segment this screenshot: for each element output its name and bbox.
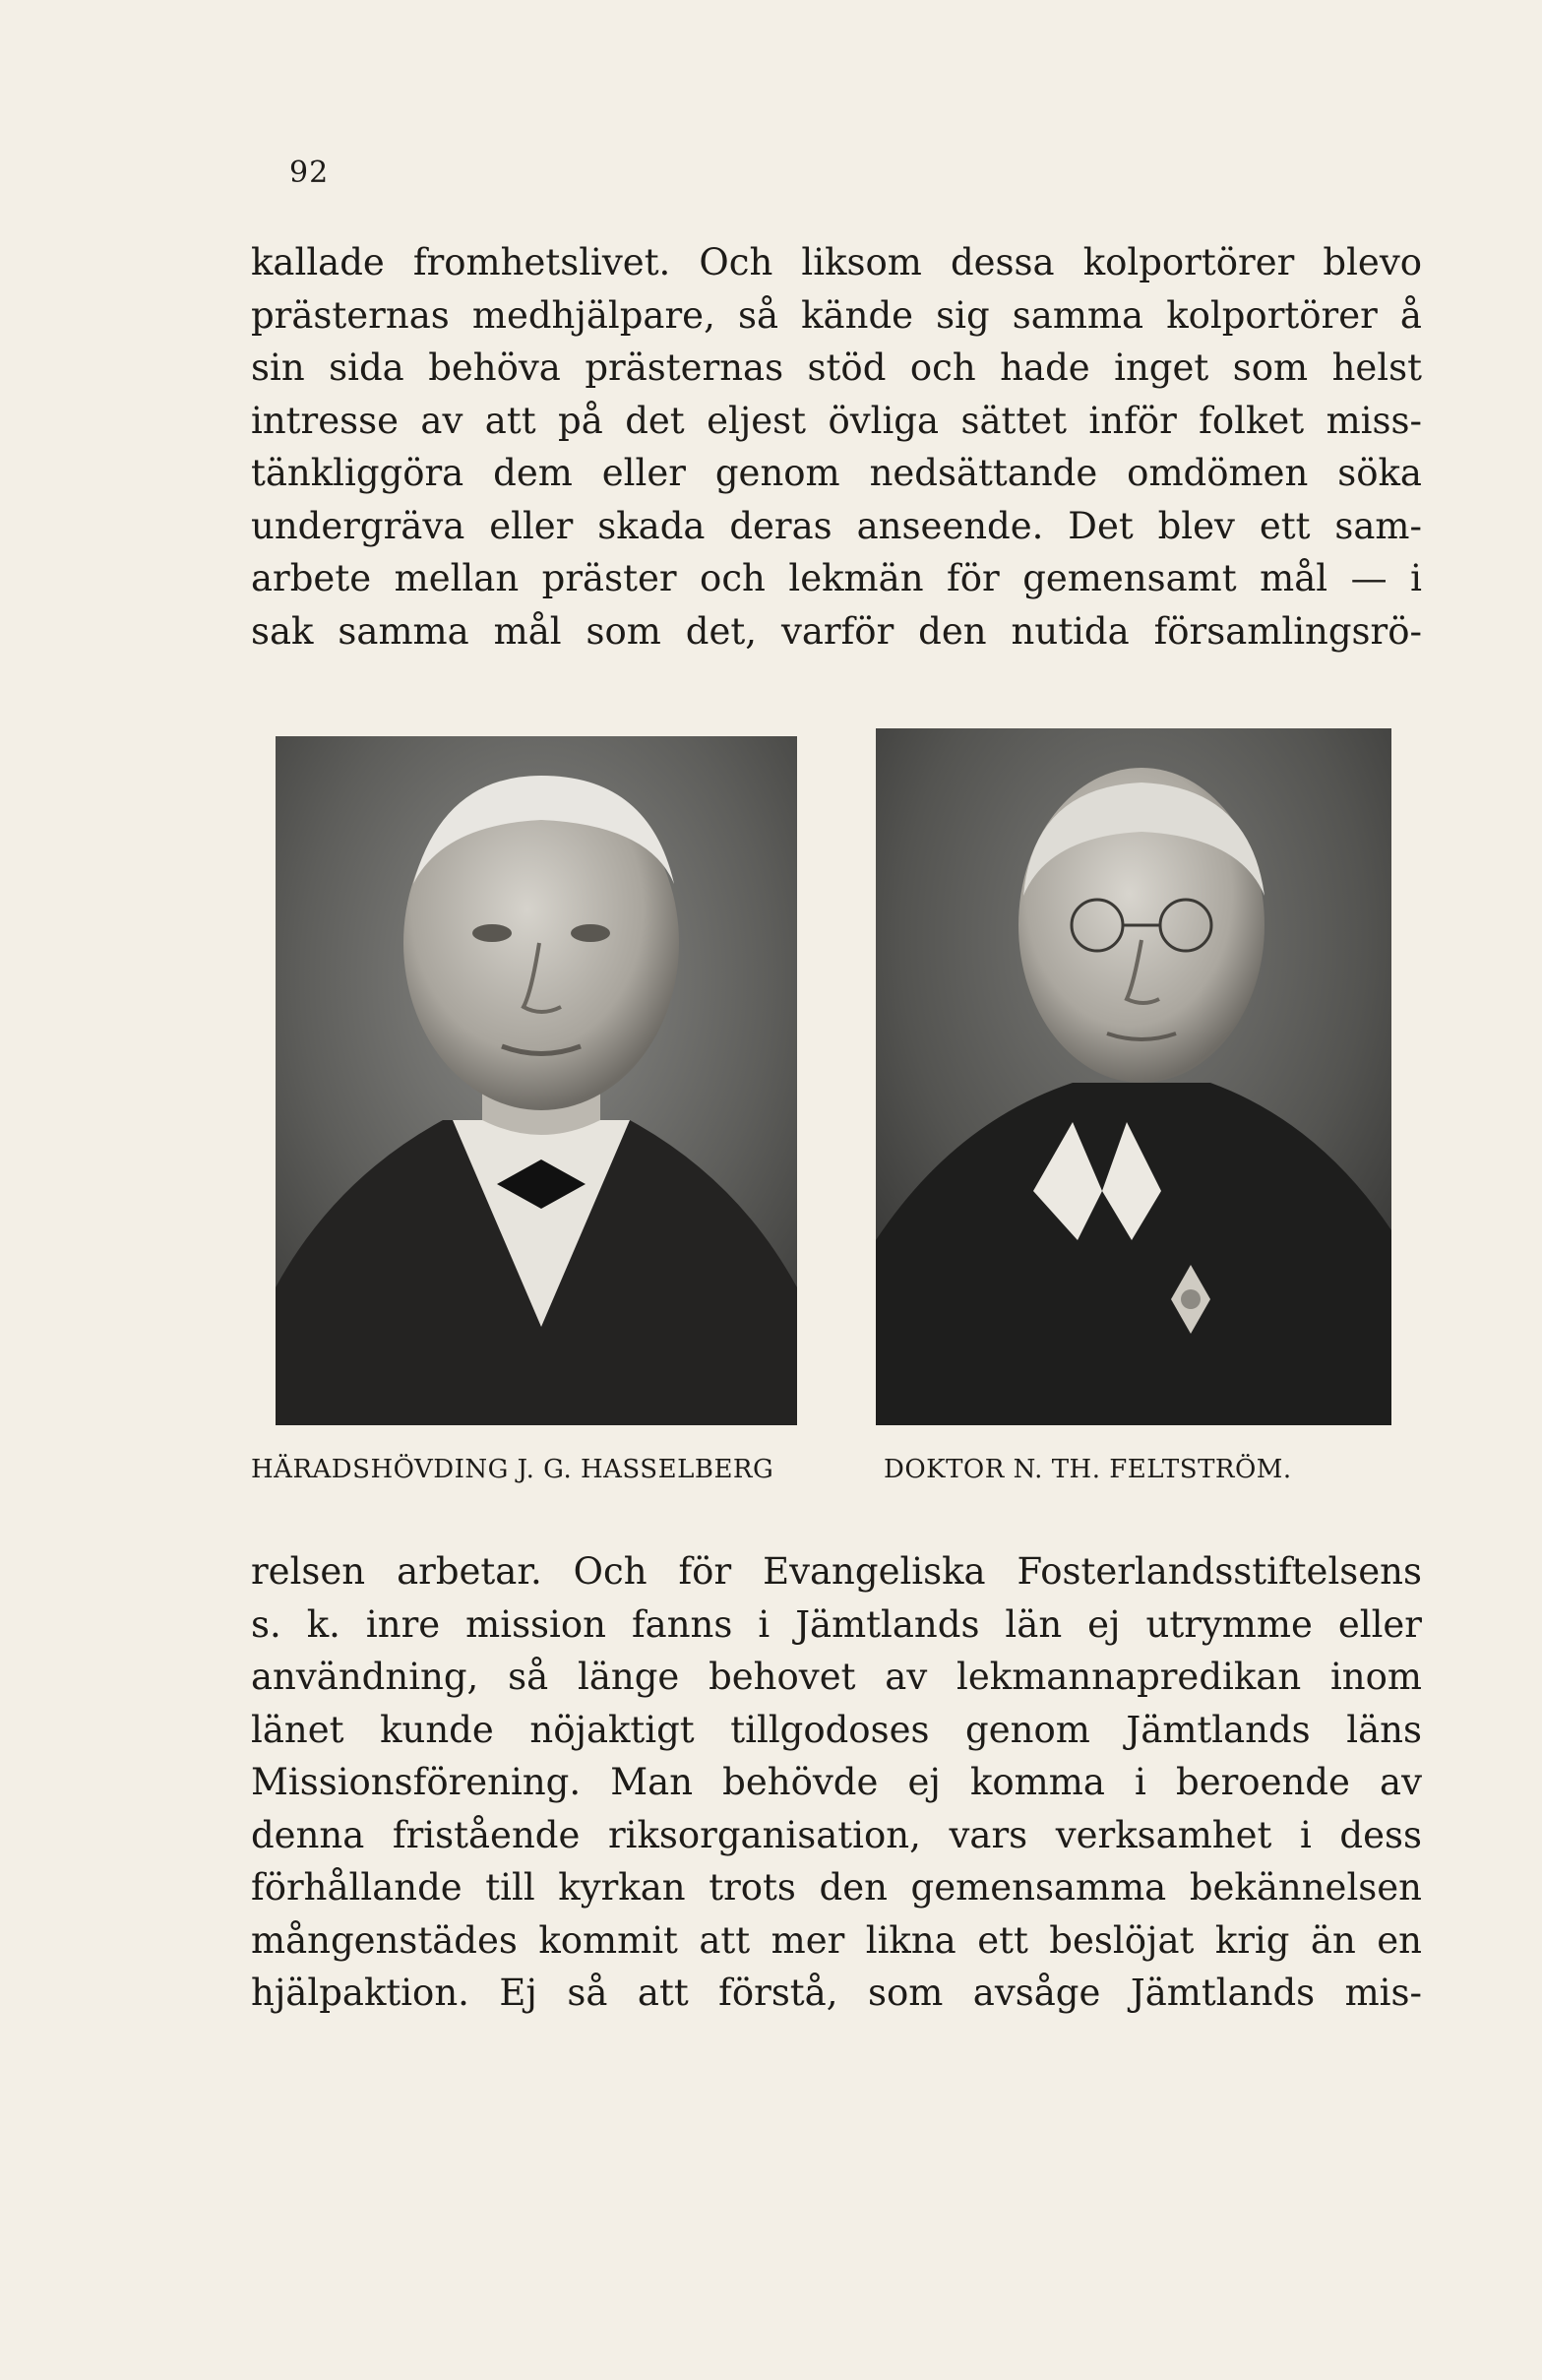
text-line: förhållande till kyrkan trots den gemensamma bekännelsen: [251, 1866, 1422, 1909]
portrait-image: [276, 736, 797, 1425]
text-line: sin sida behöva prästernas stöd och hade inget som helst: [251, 346, 1422, 389]
body-text-bottom: [251, 1545, 1422, 2020]
text-line: kallade fromhetslivet. Och liksom dessa kolportörer blevo: [251, 241, 1422, 283]
text-line: användning, så länge behovet av lekmannapredikan inom: [251, 1656, 1422, 1698]
caption-feltstrom: DOKTOR N. TH. FELTSTRÖM.: [884, 1455, 1292, 1484]
page-number: 92: [289, 156, 330, 190]
portrait-photo-hasselberg: [276, 736, 797, 1425]
text-line: länet kunde nöjaktigt tillgodoses genom Jämtlands läns: [251, 1708, 1422, 1751]
text-line: s. k. inre mission fanns i Jämtlands län ej utrymme eller: [251, 1602, 1422, 1646]
portrait-image: [876, 728, 1391, 1425]
text-line: Missionsförening. Man behövde ej komma i beroende av: [251, 1761, 1422, 1803]
text-line: undergräva eller skada deras anseende. Det blev ett sam-: [251, 504, 1422, 547]
text-line: prästernas medhjälpare, så kände sig samma kolportörer å: [251, 293, 1422, 337]
text-line: sak samma mål som det, varför den nutida församlingsrö-: [251, 609, 1422, 653]
caption-hasselberg: HÄRADSHÖVDING J. G. HASSELBERG: [251, 1455, 774, 1484]
text-line: denna fristående riksorganisation, vars verksamhet i dess: [251, 1813, 1422, 1856]
text-line: hjälpaktion. Ej så att förstå, som avsåge Jämtlands mis-: [251, 1972, 1422, 2014]
text-line: tänkliggöra dem eller genom nedsättande omdömen söka: [251, 452, 1422, 494]
body-text-top: [251, 236, 1422, 658]
text-line: arbete mellan präster och lekmän för gemensamt mål — i: [251, 557, 1422, 599]
text-line: intresse av att på det eljest övliga sättet inför folket miss-: [251, 399, 1422, 442]
text-line: mångenstädes kommit att mer likna ett beslöjat krig än en: [251, 1918, 1422, 1962]
text-line: relsen arbetar. Och för Evangeliska Fosterlandsstiftelsens: [251, 1550, 1422, 1593]
portrait-photo-feltstrom: [876, 728, 1391, 1425]
